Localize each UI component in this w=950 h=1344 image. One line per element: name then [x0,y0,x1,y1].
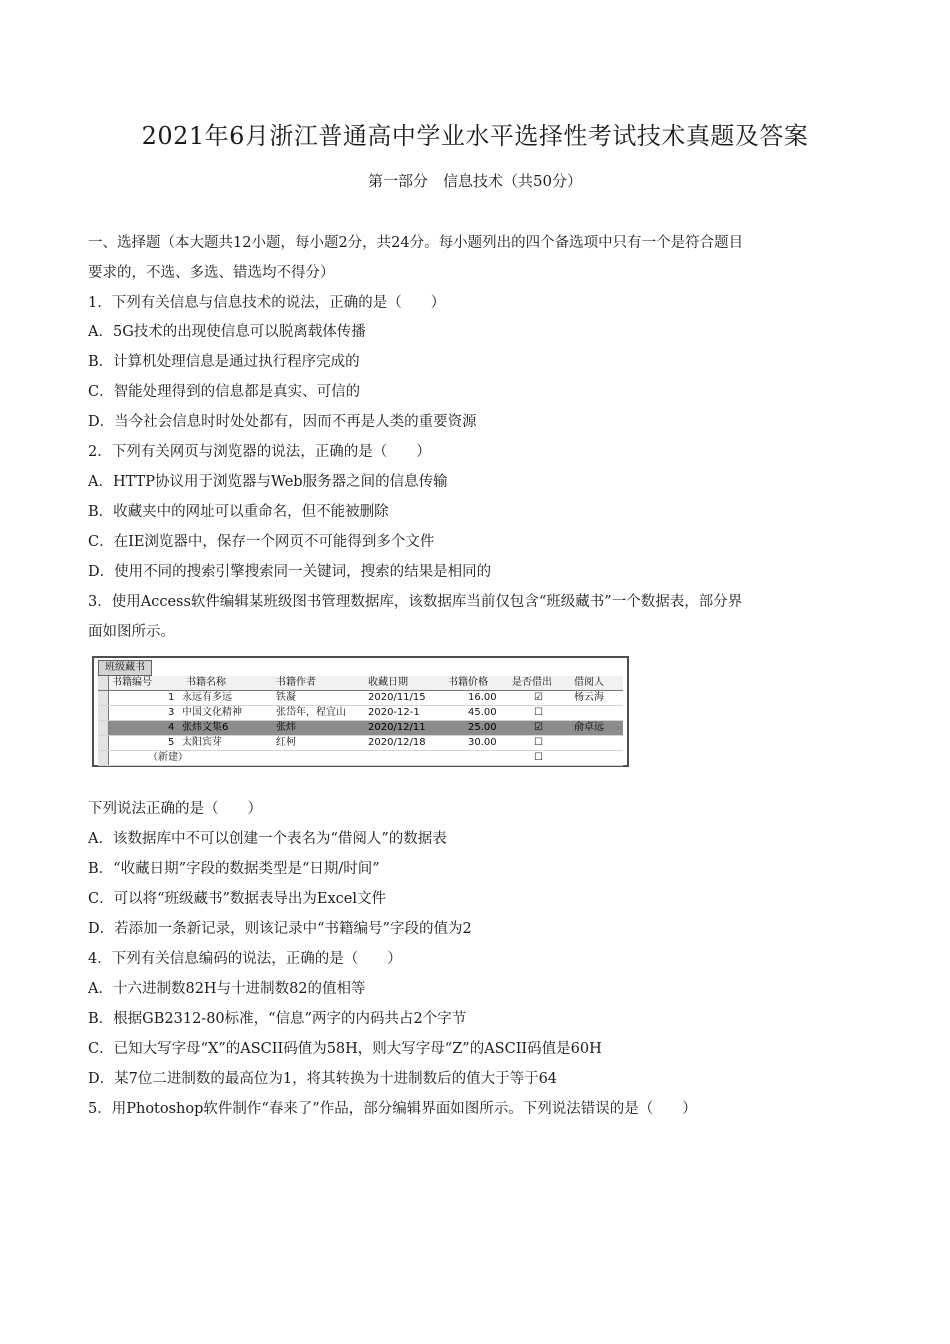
cell-name: 太阳宾芽 [182,737,222,748]
cell-reader [574,706,624,720]
datasheet-header-row [98,676,623,691]
cell-id: 4 [168,722,175,733]
cell-author: 红柯 [276,737,296,748]
row-selector [98,706,109,720]
cell-price: 16.00 [468,692,497,703]
cell-author: 张炜 [276,722,296,733]
cell-id: 3 [168,707,175,718]
table-row [98,736,623,751]
question-2-option-d: D．使用不同的搜索引擎搜索同一关键词，搜索的结果是相同的 [88,564,492,580]
cell-date: 2020-12-1 [368,707,420,718]
question-2-option-a: A．HTTP协议用于浏览器与Web服务器之间的信息传输 [88,474,448,490]
cell-price: 45.00 [468,707,497,718]
cell-author: 铁凝 [276,692,296,703]
cell-name: 中国文化精神 [182,707,242,718]
column-header: 书籍价格 [448,677,488,688]
question-4-option-a: A．十六进制数82H与十进制数82的值相等 [88,981,366,997]
cell-lent-checkbox: ☑ [534,722,543,733]
question-2-stem: 2．下列有关网页与浏览器的说法，正确的是（ ） [88,444,431,460]
cell-name: 张炜文集6 [182,722,229,733]
cell-price: 30.00 [468,737,497,748]
question-3-option-c: C．可以将“班级藏书”数据表导出为Excel文件 [88,891,387,907]
cell-date: 2020/11/15 [368,692,426,703]
question-2-option-c: C．在IE浏览器中，保存一个网页不可能得到多个文件 [88,534,435,550]
cell-lent-checkbox: ☑ [534,692,543,703]
question-1-option-c: C．智能处理得到的信息都是真实、可信的 [88,384,361,400]
cell-name: 永远有多远 [182,692,232,703]
question-2-option-b: B．收藏夹中的网址可以重命名，但不能被删除 [88,504,389,520]
column-header: 书籍作者 [276,677,316,688]
question-3-option-a: A．该数据库中不可以创建一个表名为“借阅人”的数据表 [88,831,447,847]
cell-reader [574,736,624,750]
question-4-option-b: B．根据GB2312-80标准，“信息”两字的内码共占2个字节 [88,1011,467,1027]
row-selector [98,676,109,690]
access-table-figure [92,656,629,767]
question-1-option-b: B．计算机处理信息是通过执行程序完成的 [88,354,360,370]
question-1-option-a: A．5G技术的出现使信息可以脱离载体传播 [88,324,366,340]
table-row-new [98,751,623,766]
question-3-stem-line2: 面如图所示。 [88,624,175,640]
question-3-option-b: B．“收藏日期”字段的数据类型是“日期/时间” [88,861,380,877]
cell-reader: 杨云海 [574,692,604,703]
cell-author: 张岱年，程宜山 [276,707,346,718]
question-4-stem: 4．下列有关信息编码的说法，正确的是（ ） [88,951,402,967]
section-instructions-line1: 一、选择题（本大题共12小题，每小题2分，共24分。每小题列出的四个备选项中只有一个是符合题目 [88,235,744,251]
row-selector [98,751,109,765]
question-1-stem: 1．下列有关信息与信息技术的说法，正确的是（ ） [88,295,446,311]
cell-id: 1 [168,692,175,703]
column-header: 借阅人 [574,677,604,688]
cell-date: 2020/12/11 [368,722,426,733]
cell-lent-checkbox: ☐ [534,752,543,763]
cell-lent-checkbox: ☐ [534,737,543,748]
cell-price: 25.00 [468,722,497,733]
cell-lent-checkbox: ☐ [534,707,543,718]
row-selector [98,721,109,735]
cell-id: 5 [168,737,175,748]
column-header: 收藏日期 [368,677,408,688]
table-tab: 班级藏书 [98,660,152,676]
question-4-option-d: D．某7位二进制数的最高位为1，将其转换为十进制数后的值大于等于64 [88,1071,558,1087]
column-header: 书籍名称 [186,677,226,688]
datasheet-grid [98,676,623,762]
question-5-stem: 5．用Photoshop软件制作“春来了”作品，部分编辑界面如图所示。下列说法错误的是（ ） [88,1101,697,1117]
new-record-label: （新建） [148,752,188,763]
table-row-selected [98,721,623,736]
question-1-option-d: D．当今社会信息时时处处都有，因而不再是人类的重要资源 [88,414,477,430]
table-row [98,706,623,721]
column-header: 是否借出 [512,677,552,688]
section-instructions-line2: 要求的，不选、多选、错选均不得分） [88,265,335,281]
cell-reader: 俞卓远 [574,722,604,733]
question-3-option-d: D．若添加一条新记录，则该记录中“书籍编号”字段的值为2 [88,921,472,937]
question-3-prompt: 下列说法正确的是（ ） [88,801,262,817]
question-4-option-c: C．已知大写字母“X”的ASCII码值为58H，则大写字母“Z”的ASCII码值是60H [88,1041,602,1057]
question-3-stem-line1: 3．使用Access软件编辑某班级图书管理数据库，该数据库当前仅包含“班级藏书”一个数据表，部分界 [88,594,743,610]
cell-date: 2020/12/18 [368,737,426,748]
page-title: 2021年6月浙江普通高中学业水平选择性考试技术真题及答案 [141,122,809,150]
table-row [98,691,623,706]
column-header: 书籍编号 [112,677,152,688]
row-selector [98,691,109,705]
row-selector [98,736,109,750]
page-subtitle: 第一部分 信息技术（共50分） [367,172,583,190]
